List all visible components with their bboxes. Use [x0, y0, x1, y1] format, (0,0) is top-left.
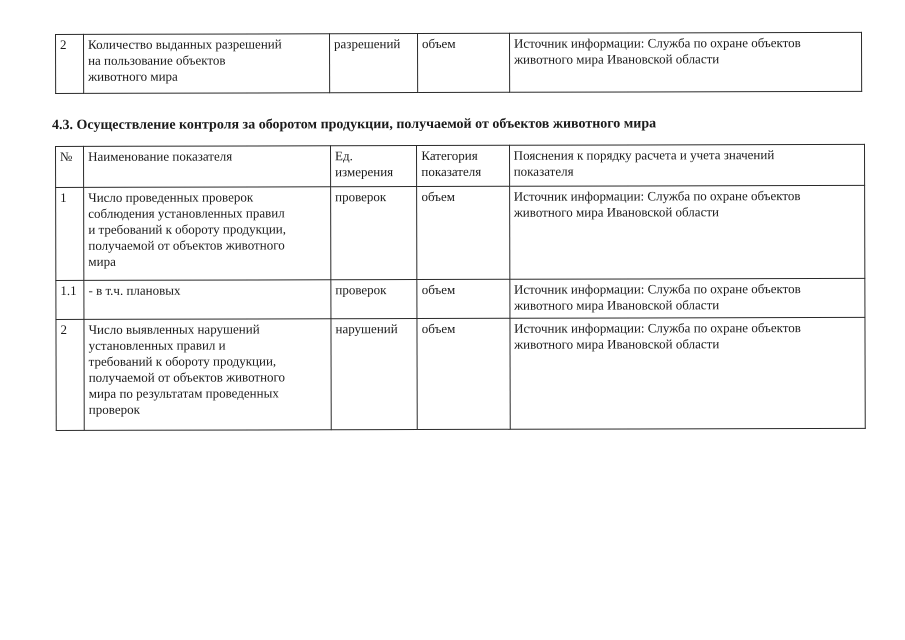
category: объем — [422, 35, 456, 52]
table-header-row — [56, 144, 865, 187]
header-notes — [509, 144, 864, 186]
indicator-name-cell — [84, 187, 331, 281]
notes-cell — [509, 278, 864, 318]
header-notes-text: Пояснения к порядку расчета и учета значений показателя — [513, 147, 775, 179]
notes-cell — [510, 317, 866, 429]
indicator-name: Число проведенных проверок соблюдения установленных правил и требований к обороту продукции, получаемой от объектов животного мира — [88, 189, 287, 269]
indicator-name: Количество выданных разрешений на пользование объектов животного мира — [88, 36, 282, 84]
row-number: 2 — [60, 36, 67, 52]
indicator-name-cell — [84, 319, 331, 431]
indicator-table-top — [55, 32, 862, 94]
category: объем — [421, 281, 456, 298]
category-cell — [417, 186, 510, 279]
row-number-cell — [56, 319, 84, 430]
table-row — [56, 32, 862, 93]
row-number: 1.1 — [60, 282, 77, 298]
notes: Источник информации: Служба по охране объектов животного мира Ивановской области — [514, 320, 801, 352]
unit-cell — [331, 319, 418, 430]
unit: проверок — [335, 189, 387, 205]
table-row — [56, 278, 865, 319]
unit: разрешений — [334, 36, 401, 52]
unit: проверок — [335, 282, 387, 298]
header-unit-text: Ед. измерения — [335, 148, 394, 180]
category: объем — [421, 320, 456, 337]
section-heading: 4.3. Осуществление контроля за оборотом продукции, получаемой от объектов животного мира — [52, 116, 657, 133]
indicator-table-main — [55, 144, 866, 431]
table-row — [56, 185, 865, 280]
notes-cell — [509, 185, 865, 279]
header-num-text: № — [60, 148, 73, 164]
notes: Источник информации: Служба по охране объектов животного мира Ивановской области — [514, 35, 801, 67]
notes-cell — [509, 32, 861, 92]
category-cell — [418, 33, 510, 92]
header-name-text: Наименование показателя — [88, 148, 233, 164]
indicator-name-cell — [84, 280, 331, 320]
header-num — [56, 146, 84, 187]
row-number: 2 — [60, 321, 67, 337]
row-number-cell — [56, 280, 84, 319]
unit-cell — [331, 280, 417, 319]
category-cell — [417, 318, 510, 429]
row-number-cell — [56, 34, 84, 93]
header-unit — [331, 146, 417, 187]
indicator-name: - в т.ч. плановых — [88, 282, 181, 298]
header-category-text: Категория показателя — [421, 147, 482, 180]
unit-cell — [330, 34, 418, 93]
unit-cell — [331, 187, 418, 280]
indicator-name-cell — [84, 34, 330, 94]
notes: Источник информации: Служба по охране объектов животного мира Ивановской области — [513, 281, 801, 313]
notes: Источник информации: Служба по охране объектов животного мира Ивановской области — [513, 188, 801, 220]
unit: нарушений — [335, 321, 398, 337]
table-row — [56, 317, 865, 430]
category: объем — [421, 188, 455, 205]
row-number-cell — [56, 187, 84, 280]
indicator-name: Число выявленных нарушений установленных правил и требований к обороту продукции, получаемой от объектов животного мира по результатам проведенных проверок — [88, 321, 286, 417]
row-number: 1 — [60, 189, 67, 205]
category-cell — [417, 279, 509, 318]
header-category — [417, 145, 509, 186]
header-name — [84, 146, 331, 188]
